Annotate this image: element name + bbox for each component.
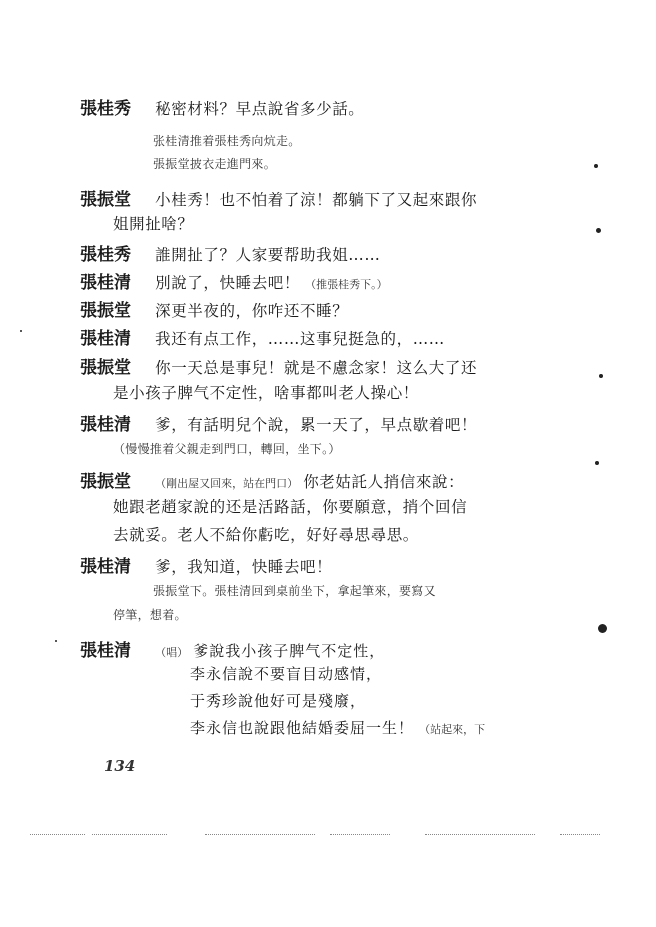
stage-direction: （慢慢推着父親走到門口，轉回，坐下。） [113, 442, 341, 456]
dialogue-line [80, 636, 385, 661]
scan-noise [560, 834, 600, 837]
speaker-name: 張振堂 [80, 358, 131, 378]
scan-noise [92, 834, 167, 837]
dialogue-text: 你一天总是事兒！就是不慮念家！这么大了还 [155, 359, 478, 377]
speaker-name: 張桂秀 [80, 99, 131, 119]
inline-stage-direction: （剛出屋又回來，站在門口） [155, 477, 299, 490]
stage-direction: 张桂清推着張桂秀向炕走。 [153, 134, 301, 148]
dialogue-text: 我还有点工作，……这事兒挺急的，…… [155, 330, 445, 348]
dialogue-line [80, 268, 388, 293]
dialogue-text: 小桂秀！也不怕着了涼！都躺下了又起來跟你 [155, 191, 478, 209]
dialogue-text: 誰開扯了？人家要帮助我姐…… [155, 246, 381, 264]
speaker-name: 張桂清 [80, 329, 131, 349]
scan-speck [598, 624, 607, 633]
dialogue-line [80, 324, 445, 349]
dialogue-continuation: 是小孩子脾气不定性，啥事都叫老人操心！ [113, 384, 419, 402]
speaker-name: 張桂秀 [80, 245, 131, 265]
speaker-name: 張桂清 [80, 641, 131, 661]
dialogue-line [80, 240, 381, 265]
scan-speck [594, 164, 598, 168]
scan-speck [55, 640, 57, 642]
inline-stage-direction: （站起來，下 [419, 723, 486, 736]
scan-speck [595, 461, 599, 465]
speaker-name: 張振堂 [80, 472, 131, 492]
dialogue-line [80, 467, 464, 492]
scan-noise [425, 834, 535, 837]
song-verse: 爹說我小孩子脾气不定性， [193, 642, 386, 660]
song-verse-line [190, 717, 485, 738]
scan-noise [30, 834, 85, 837]
speaker-name: 張振堂 [80, 190, 131, 210]
dialogue-line [80, 296, 348, 321]
dialogue-text: 爹，我知道，快睡去吧！ [155, 558, 333, 576]
scan-speck [599, 374, 603, 378]
scan-speck [20, 330, 22, 332]
stage-direction: 張振堂披衣走進門來。 [153, 157, 277, 171]
dialogue-text: 深更半夜的，你咋还不睡？ [155, 302, 349, 320]
dialogue-continuation: 去就妥。老人不給你虧吃，好好尋思尋思。 [113, 526, 419, 544]
dialogue-text: 你老姑託人捎信來說： [303, 473, 465, 491]
stage-direction: 停筆，想着。 [113, 608, 187, 622]
scan-noise [205, 834, 315, 837]
dialogue-text: 秘密材料？早点說省多少話。 [155, 100, 365, 118]
inline-stage-direction: （推張桂秀下。） [305, 278, 388, 291]
inline-stage-direction: （唱） [155, 646, 189, 659]
dialogue-continuation: 姐開扯啥？ [113, 215, 194, 233]
song-verse: 李永信也說跟他結婚委屈一生！ [190, 719, 415, 737]
speaker-name: 張桂清 [80, 557, 131, 577]
page-number: 134 [104, 757, 136, 775]
dialogue-line [80, 410, 477, 435]
song-verse: 于秀珍說他好可是殘廢， [190, 692, 367, 710]
song-verse: 李永信說不要盲目动感情， [190, 665, 383, 683]
scan-noise [330, 834, 390, 837]
dialogue-continuation: 她跟老趙家說的还是活路話，你要願意，捎个回信 [113, 498, 468, 516]
dialogue-line [80, 353, 477, 378]
speaker-name: 張桂清 [80, 273, 131, 293]
speaker-name: 張桂清 [80, 415, 131, 435]
speaker-name: 張振堂 [80, 301, 131, 321]
dialogue-line [80, 94, 364, 119]
stage-direction: 張振堂下。張桂清回到桌前坐下，拿起筆來，要寫又 [153, 584, 436, 598]
dialogue-line [80, 552, 332, 577]
dialogue-text: 爹，有話明兒个說，累一天了，早点歇着吧！ [155, 416, 478, 434]
dialogue-line [80, 185, 477, 210]
dialogue-text: 別說了，快睡去吧！ [155, 274, 300, 292]
scan-speck [596, 228, 601, 233]
